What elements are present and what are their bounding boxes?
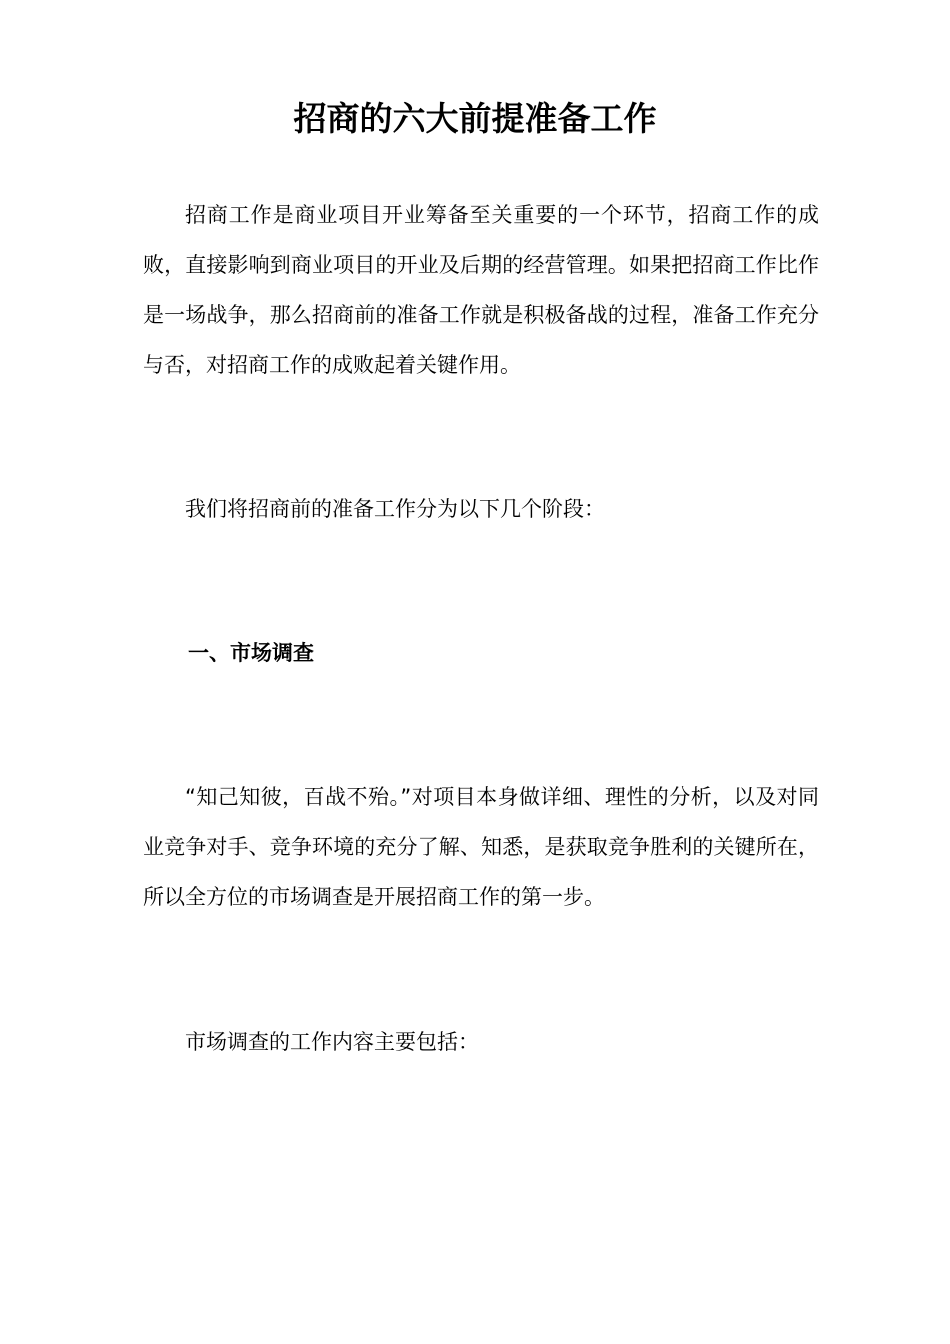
intro-paragraph: 招商工作是商业项目开业筹备至关重要的一个环节，招商工作的成败，直接影响到商业项目的开业及后期的经营管理。如果把招商工作比作是一场战争，那么招商前的准备工作就是积极备战的过程，准备工作充分与否，对招商工作的成败起着关键作用。: [143, 203, 819, 377]
stages-paragraph: 我们将招商前的准备工作分为以下几个阶段：: [185, 497, 605, 521]
document-title: 招商的六大前提准备工作: [293, 99, 657, 138]
market-research-paragraph: “知己知彼，百战不殆。”对项目本身做详细、理性的分析，以及对同业竞争对手、竞争环境的充分了解、知悉，是获取竞争胜利的关键所在，所以全方位的市场调查是开展招商工作的第一步。: [143, 785, 819, 909]
market-research-content-paragraph: 市场调查的工作内容主要包括：: [185, 1030, 479, 1054]
section-heading-market-research: 一、市场调查: [188, 641, 314, 665]
